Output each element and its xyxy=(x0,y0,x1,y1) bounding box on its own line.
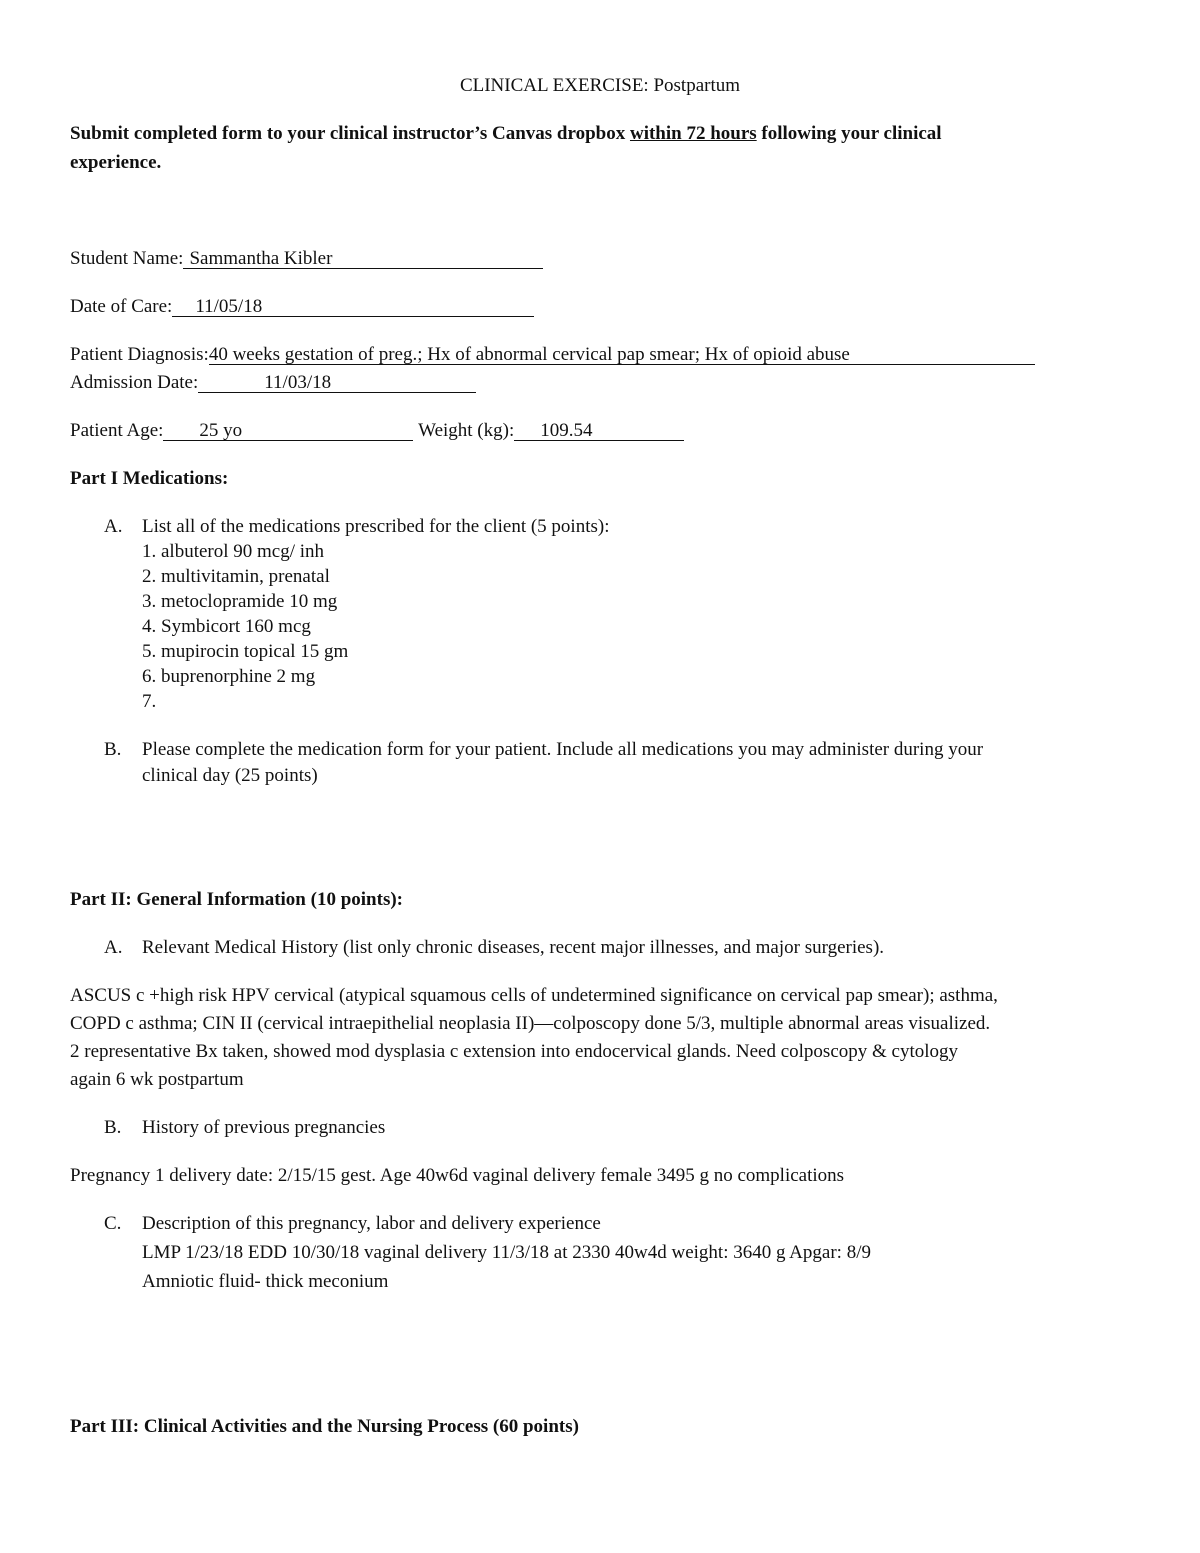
student-name-value: Sammantha Kibler xyxy=(189,248,333,269)
date-of-care-label: Date of Care: xyxy=(70,296,173,317)
part2-item-b-text: History of previous pregnancies xyxy=(142,1117,386,1138)
part1-item-b-line-1: Please complete the medication form for your patient. Include all medications you may administer during your xyxy=(142,739,984,760)
part1-item-b-line-2: clinical day (25 points) xyxy=(142,765,318,786)
instructions-line-2: experience. xyxy=(70,152,162,173)
patient-diagnosis-value: 40 weeks gestation of preg.; Hx of abnormal cervical pap smear; Hx of opioid abuse xyxy=(208,344,850,365)
part2-item-b-letter: B. xyxy=(104,1117,122,1138)
admission-date-value: 11/03/18 xyxy=(264,372,332,393)
patient-age-label: Patient Age: xyxy=(70,420,164,441)
medication-item: 4. Symbicort 160 mcg xyxy=(142,616,311,637)
admission-date-label: Admission Date: xyxy=(70,372,199,393)
medication-item: 1. albuterol 90 mcg/ inh xyxy=(142,541,325,562)
student-name-row xyxy=(70,247,543,271)
age-weight-row xyxy=(70,419,684,443)
part1-heading: Part I Medications: xyxy=(70,468,229,489)
pregnancy-history: Pregnancy 1 delivery date: 2/15/15 gest. Age 40w6d vaginal delivery female 3495 g no complications xyxy=(70,1165,845,1186)
part3-heading: Part III: Clinical Activities and the Nursing Process (60 points) xyxy=(70,1416,579,1437)
patient-age-value: 25 yo xyxy=(199,420,243,441)
weight-label: Weight (kg): xyxy=(418,420,515,441)
medical-history-line: ASCUS c +high risk HPV cervical (atypical squamous cells of undetermined significance on cervical pap smear); asthma, xyxy=(70,985,998,1006)
patient-diagnosis-row xyxy=(70,343,1035,367)
part1-item-a-letter: A. xyxy=(104,516,123,537)
amniotic-fluid-note: Amniotic fluid- thick meconium xyxy=(142,1271,389,1292)
instructions-text-2: following your clinical xyxy=(756,123,942,144)
admission-date-field xyxy=(198,373,476,393)
student-name-field xyxy=(183,249,543,269)
instructions-text-1: Submit completed form to your clinical instructor’s Canvas dropbox xyxy=(70,123,630,144)
part2-heading: Part II: General Information (10 points): xyxy=(70,889,403,910)
instructions-deadline: within 72 hours xyxy=(629,123,757,144)
medication-item: 3. metoclopramide 10 mg xyxy=(142,591,338,612)
date-of-care-value: 11/05/18 xyxy=(195,296,263,317)
date-of-care-row xyxy=(70,295,534,319)
submission-instructions xyxy=(70,122,942,146)
part2-item-c-letter: C. xyxy=(104,1213,122,1234)
medication-item: 7. xyxy=(142,691,157,712)
medication-item: 5. mupirocin topical 15 gm xyxy=(142,641,349,662)
weight-field xyxy=(514,421,684,441)
part1-item-a-text: List all of the medications prescribed for the client (5 points): xyxy=(142,516,610,537)
patient-age-field xyxy=(163,421,413,441)
part1-item-b-letter: B. xyxy=(104,739,122,760)
medical-history-line: COPD c asthma; CIN II (cervical intraepithelial neoplasia II)—colposcopy done 5/3, multiple abnormal areas visualized. xyxy=(70,1013,991,1034)
admission-date-row xyxy=(70,371,476,395)
medication-item: 6. buprenorphine 2 mg xyxy=(142,666,316,687)
document-title: CLINICAL EXERCISE: Postpartum xyxy=(459,75,741,96)
current-pregnancy-details: LMP 1/23/18 EDD 10/30/18 vaginal delivery 11/3/18 at 2330 40w4d weight: 3640 g Apgar: 8/9 xyxy=(142,1242,871,1263)
date-of-care-field xyxy=(172,297,534,317)
part2-item-a-letter: A. xyxy=(104,937,123,958)
part2-item-a-text: Relevant Medical History (list only chronic diseases, recent major illnesses, and major surgeries). xyxy=(142,937,885,958)
medication-item: 2. multivitamin, prenatal xyxy=(142,566,330,587)
medical-history-line: 2 representative Bx taken, showed mod dysplasia c extension into endocervical glands. Need colposcopy & cytology xyxy=(70,1041,959,1062)
part2-item-c-text: Description of this pregnancy, labor and delivery experience xyxy=(142,1213,601,1234)
student-name-label: Student Name: xyxy=(70,248,184,269)
patient-diagnosis-label: Patient Diagnosis: xyxy=(70,344,209,365)
medical-history-line: again 6 wk postpartum xyxy=(70,1069,244,1090)
patient-diagnosis-field xyxy=(209,345,1035,365)
weight-value: 109.54 xyxy=(540,420,593,441)
